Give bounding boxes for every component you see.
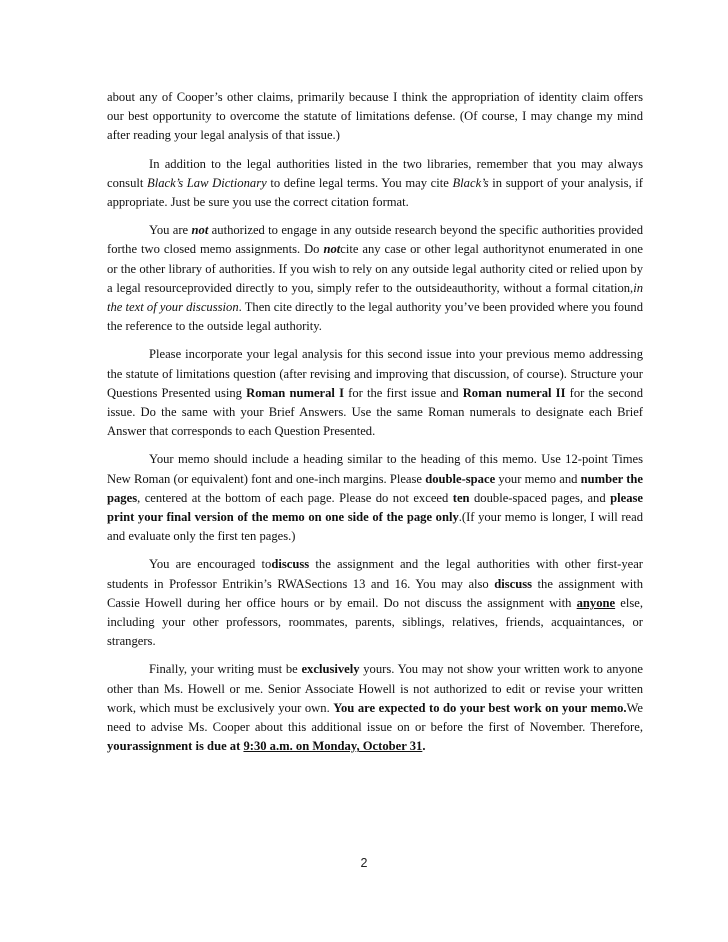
text-run: double-spaced pages, and [469, 490, 611, 505]
text-run: your memo and [495, 471, 581, 486]
text-run: Black’s [452, 175, 489, 190]
paragraph-1 [107, 88, 643, 146]
text-run: You are encouraged to [149, 557, 272, 572]
text-run: Finally, your writing must be [149, 662, 302, 677]
text-run: authorized to engage in any outside research beyond the specific authorities provided forthe two closed memo assignments. Do [107, 223, 643, 257]
text-run: to define legal terms. You may cite [266, 175, 453, 190]
text-run: exclusively [301, 662, 360, 677]
text-run: ten [452, 490, 470, 505]
text-run: for the second issue. Do the same with your Brief Answers. Use the same Roman numerals to designate each Brief Answer that corresponds to each Question Presented. [107, 385, 643, 439]
text-run: for the first issue and [344, 385, 463, 400]
text-run: double-space [425, 471, 496, 486]
document-body [107, 88, 643, 757]
text-run: yourassignment is due at [107, 739, 244, 754]
text-run: 9:30 a.m. on Monday, October 31 [243, 739, 423, 754]
paragraph-6 [107, 555, 643, 651]
text-run: discuss [494, 576, 533, 591]
text-run: in support of your analysis, if appropriate. Just be sure you use the correct citation format. [107, 175, 644, 210]
text-run: yours. You may not show your written work to anyone other than Ms. Howell or me. Senior Associate Howell is not authorized to edit or revise your written work, which must be exclusively your own. [107, 662, 643, 715]
text-run: . Then cite directly to the legal authority you’ve been provided where you found the reference to the outside legal authority. [107, 300, 643, 334]
page-number: 2 [360, 856, 368, 870]
text-run: We need to advise Ms. Cooper about this additional issue on or before the first of November. Therefore, [107, 700, 643, 735]
paragraph-5 [107, 450, 643, 546]
text-run: You are expected to do your best work on your memo. [333, 700, 627, 715]
text-run: Roman numeral II [462, 385, 566, 400]
text-run: please print your final version of the memo on one side of the page only [107, 490, 643, 525]
text-run: the assignment and the legal authorities with other first-year students in Professor Entrikin’s RWASections 13 and 16. You may also [107, 557, 643, 591]
text-run: cite any case or other legal authoritynot enumerated in one or the other library of authorities. If you wish to rely on any outside legal authority cited or relied upon by a legal resourceprovided directly to you, simply refer to the outsideauthority, without a formal citation, [107, 242, 643, 295]
text-run: . [422, 739, 426, 754]
paragraph-3 [107, 221, 643, 336]
text-run: Roman numeral I [246, 385, 344, 400]
text-run: Please incorporate your legal analysis for this second issue into your previous memo addressing the statute of limitations question (after revising and improving that discussion, of course). Structure your Questions Presented using [107, 347, 643, 400]
text-run: not [323, 242, 341, 257]
text-run: anyone [576, 595, 616, 610]
text-run: else, including your other professors, roommates, parents, siblings, relatives, friends, acquaintances, or strangers. [107, 595, 643, 649]
paragraph-7 [107, 660, 643, 756]
paragraph-2 [107, 155, 643, 213]
text-run: number the pages [107, 471, 644, 505]
text-run: not [191, 223, 209, 238]
document-page [107, 88, 643, 766]
text-run: discuss [271, 557, 310, 572]
text-run: , centered at the bottom of each page. Please do not exceed [137, 490, 453, 505]
text-run: .(If your memo is longer, I will read and evaluate only the first ten pages.) [107, 510, 643, 544]
paragraph-4 [107, 345, 643, 441]
text-run: You are [149, 223, 192, 238]
text-run: the assignment with Cassie Howell during her office hours or by email. Do not discuss the assignment with [107, 576, 643, 610]
text-run: Black’s Law Dictionary [147, 175, 267, 190]
text-run: in the text of your discussion [107, 280, 643, 315]
text-run: about any of Cooper’s other claims, primarily because I think the appropriation of identity claim offers our best opportunity to overcome the statute of limitations defense. (Of course, I may change my mind after reading your legal analysis of that issue.) [107, 90, 643, 143]
text-run: Your memo should include a heading similar to the heading of this memo. Use 12-point Times New Roman (or equivalent) font and one-inch margins. Please [107, 452, 643, 486]
text-run: In addition to the legal authorities listed in the two libraries, remember that you may always consult [107, 156, 643, 190]
